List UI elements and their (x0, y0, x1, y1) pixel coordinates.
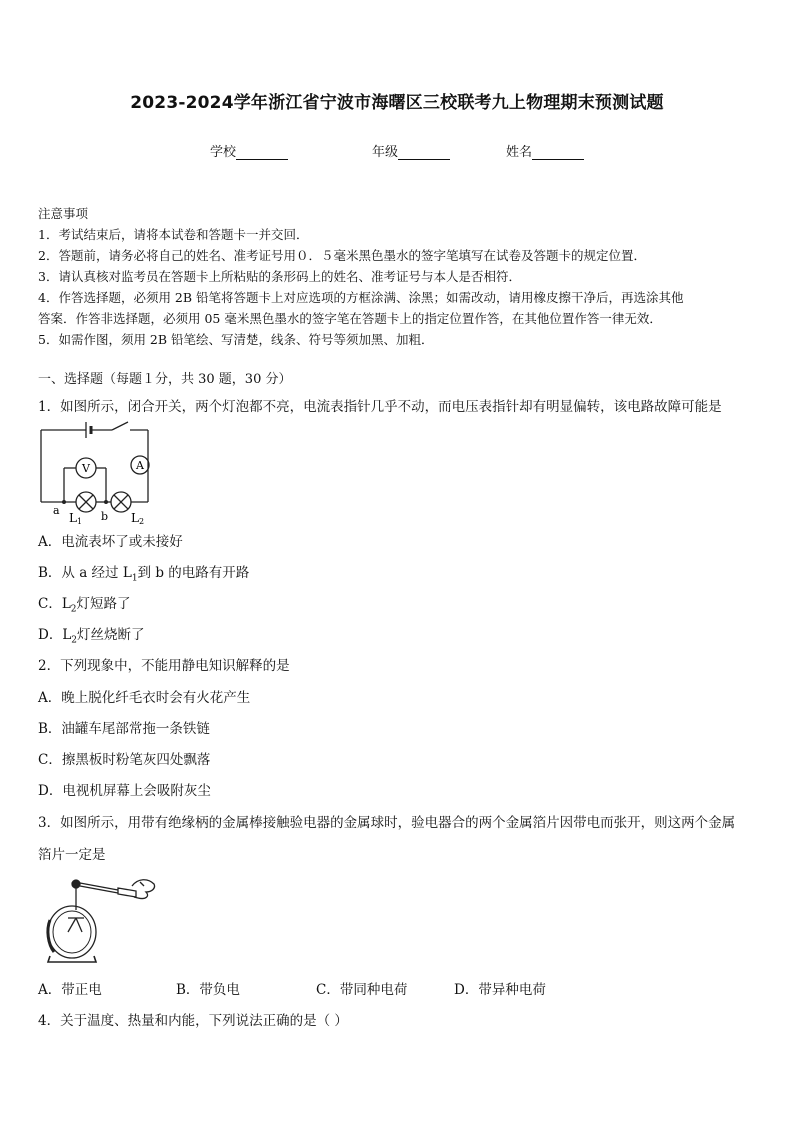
q1-circuit-diagram (36, 418, 156, 526)
section-heading: 一、选择题（每题１分，共 30 题，30 分） (38, 372, 292, 387)
school-blank (236, 146, 288, 160)
notice-item: 5．如需作图，须用 2B 铅笔绘、写清楚，线条、符号等须加黑、加粗． (38, 332, 434, 347)
q3-option-a: A．带正电 (38, 982, 102, 998)
ammeter-label: A (136, 459, 144, 472)
q1-option-a: A．电流表坏了或未接好 (38, 534, 183, 550)
q2-option-c: C．擦黑板时粉笔灰四处飘落 (38, 752, 211, 768)
q1-option-d: D．$L_2$灯丝烧断了 (38, 627, 145, 646)
q3-stem-line1: 3．如图所示，用带有绝缘柄的金属棒接触验电器的金属球时，验电器合的两个金属箔片因带电而张开，则这两个金属 (38, 815, 736, 831)
q1-stem: 1．如图所示，闭合开关，两个灯泡都不亮，电流表指针几乎不动，而电压表指针却有明显偏转，该电路故障可能是 (38, 399, 722, 415)
point-b-label: b (101, 510, 109, 523)
notice-item: 答案．作答非选择题，必须用 05 毫米黑色墨水的签字笔在答题卡上的指定位置作答，在其他位置作答一律无效． (38, 311, 662, 326)
notice-item: 4．作答选择题，必须用 2B 铅笔将答题卡上对应选项的方框涂满、涂黑；如需改动，请用橡皮擦干净后，再选涂其他 (38, 290, 684, 305)
notice-item: 3．请认真核对监考员在答题卡上所粘贴的条形码上的姓名、准考证号与本人是否相符． (38, 269, 521, 284)
lamp-l2-sub: 2 (139, 517, 145, 526)
name-label: 姓名 (506, 145, 533, 160)
q1-option-c: C．$L_2$灯短路了 (38, 596, 131, 615)
notice-heading: 注意事项 (38, 206, 89, 221)
q3-electroscope-diagram (40, 870, 158, 966)
q3-option-b: B．带负电 (176, 982, 240, 998)
notice-item: 1．考试结束后，请将本试卷和答题卡一并交回． (38, 227, 309, 242)
q1-option-b: B．从 a 经过 $L_1$到 b 的电路有开路 (38, 565, 250, 584)
notice-item: 2．答题前，请务必将自己的姓名、准考证号用０．５毫米黑色墨水的签字笔填写在试卷及答题卡的规定位置． (38, 248, 646, 263)
grade-blank (398, 146, 450, 160)
exam-title: 2023-2024学年浙江省宁波市海曙区三校联考九上物理期末预测试题 (130, 93, 664, 113)
q2-option-b: B．油罐车尾部常拖一条铁链 (38, 721, 210, 737)
q3-options-row (38, 978, 546, 998)
point-a-label: a (53, 504, 60, 517)
notice-block (38, 203, 758, 350)
name-blank (532, 146, 584, 160)
q2-option-d: D．电视机屏幕上会吸附灰尘 (38, 783, 211, 799)
grade-label: 年级 (372, 145, 399, 160)
lamp-l1-sub: 1 (77, 517, 83, 526)
q4-stem: 4．关于温度、热量和内能，下列说法正确的是（ ） (38, 1013, 348, 1029)
q3-option-d: D．带异种电荷 (454, 982, 546, 998)
lamp-l2-label: L (131, 511, 139, 525)
school-label: 学校 (210, 145, 237, 160)
voltmeter-label: V (82, 462, 90, 475)
lamp-l1-label: L (69, 511, 77, 525)
q2-option-a: A．晚上脱化纤毛衣时会有火花产生 (38, 690, 251, 706)
grade-field (372, 141, 450, 160)
name-field (506, 141, 584, 160)
q2-stem: 2．下列现象中，不能用静电知识解释的是 (38, 658, 290, 674)
q3-option-c: C．带同种电荷 (316, 982, 408, 998)
school-field (210, 141, 288, 160)
q3-stem-line2: 箔片一定是 (38, 847, 106, 863)
